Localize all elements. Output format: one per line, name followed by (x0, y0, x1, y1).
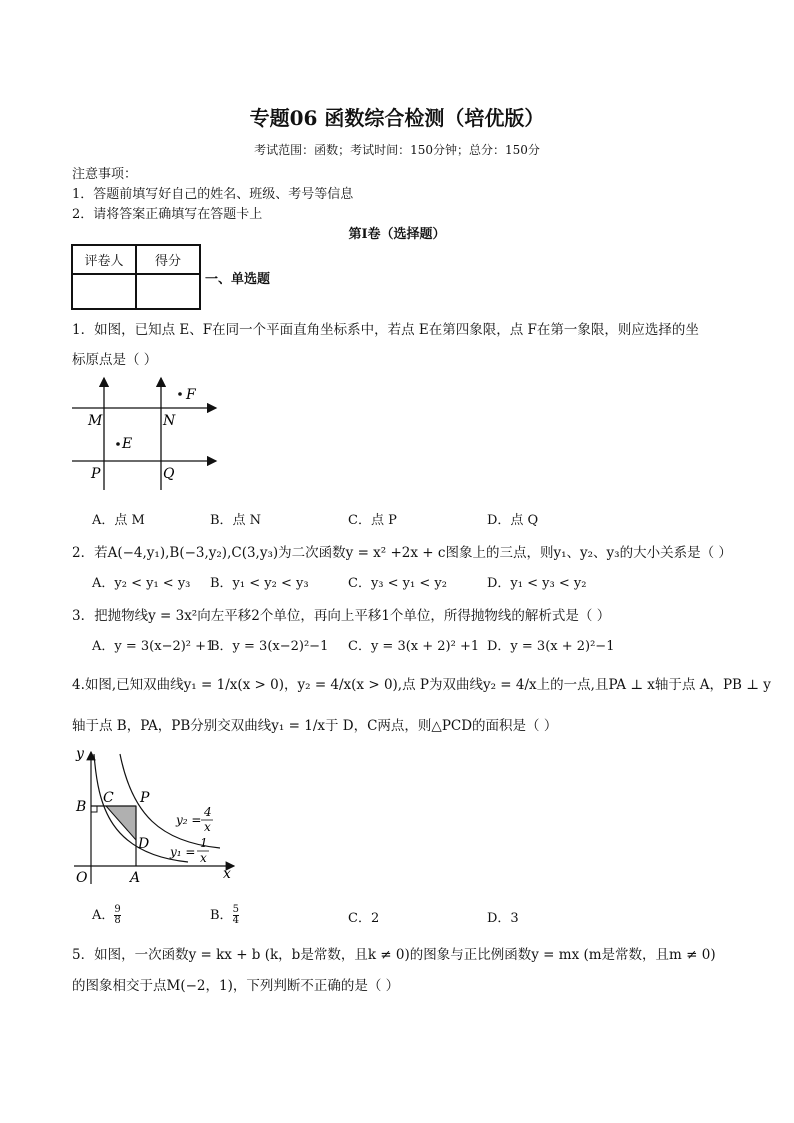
label-y2: y₂ = (176, 813, 202, 827)
exam-info: 考试范围：函数；考试时间：150分钟；总分：150分 (254, 143, 540, 157)
option-b-label: B． (210, 908, 233, 923)
question-3-option-d[interactable]: D．y = 3(x + 2)²−1 (487, 639, 615, 654)
score-cell[interactable] (136, 274, 200, 309)
score-table (71, 244, 201, 310)
notice-item: 1．答题前填写好自己的姓名、班级、考号等信息 (72, 187, 354, 202)
score-header-grader: 评卷人 (72, 245, 136, 274)
question-4-option-d[interactable]: D．3 (487, 911, 519, 926)
question-4-option-b[interactable] (210, 904, 239, 926)
question-1-stem-line2: 标原点是（ ） (72, 352, 158, 368)
option-b-den: 4 (232, 915, 239, 926)
score-header-score: 得分 (136, 245, 200, 274)
part-label: 一、单选题 (205, 272, 271, 287)
label-o: O (76, 870, 88, 886)
question-1-option-a[interactable]: A．点 M (92, 513, 145, 528)
label-y2-num: 4 (204, 805, 212, 819)
question-2-option-b[interactable]: B．y₁ < y₂ < y₃ (210, 576, 309, 591)
question-1-option-b[interactable]: B．点 N (210, 513, 262, 528)
label-y1-num: 1 (200, 836, 208, 850)
question-4-stem-line2: 轴于点 B，PA，PB分别交双曲线y₁ = 1/x于 D，C两点，则△PCD的面积是（ ） (72, 718, 558, 734)
question-2-option-c[interactable]: C．y₃ < y₁ < y₂ (348, 576, 447, 591)
question-3-option-c[interactable]: C．y = 3(x + 2)² +1 (348, 639, 480, 654)
question-2-stem: 2．若A(−4,y₁),B(−3,y₂),C(3,y₃)为二次函数y = x² +2x + c图象上的三点，则y₁、y₂、y₃的大小关系是（ ） (72, 545, 732, 561)
notice-heading: 注意事项： (72, 167, 138, 182)
label-p: P (91, 466, 101, 482)
label-b: B (76, 799, 87, 815)
label-m: M (88, 413, 103, 429)
question-3-stem: 3．把抛物线y = 3x²向左平移2个单位，再向上平移1个单位，所得抛物线的解析式是（ ） (72, 608, 611, 624)
question-1-stem-line1: 1．如图，已知点 E、F在同一个平面直角坐标系中，若点 E在第四象限，点 F在第一象限，则应选择的坐 (72, 322, 699, 338)
question-4-option-c[interactable]: C．2 (348, 911, 380, 926)
label-e: E (122, 436, 133, 452)
question-3-option-b[interactable]: B．y = 3(x−2)²−1 (210, 639, 329, 654)
point-e (116, 442, 120, 446)
option-b-num: 5 (232, 904, 239, 915)
label-n: N (163, 413, 176, 429)
right-angle-mark (91, 806, 97, 812)
question-2-option-a[interactable]: A．y₂ < y₁ < y₃ (92, 576, 191, 591)
question-4-option-a[interactable] (92, 904, 121, 926)
label-x-axis: x (223, 866, 231, 882)
label-c: C (103, 790, 114, 806)
question-1-figure (66, 372, 226, 492)
option-a-num: 9 (114, 904, 121, 915)
question-1-option-d[interactable]: D．点 Q (487, 513, 539, 528)
label-y1-den: x (200, 851, 207, 865)
page-title: 专题06 函数综合检测（培优版） (249, 106, 545, 130)
label-y2-den: x (204, 820, 211, 834)
section-title: 第I卷（选择题） (348, 227, 446, 242)
question-5-stem-line2: 的图象相交于点M(−2，1)，下列判断不正确的是（ ） (72, 978, 400, 994)
label-f: F (186, 387, 196, 403)
question-4-stem-line1: 4.如图,已知双曲线y₁ = 1/x(x > 0)，y₂ = 4/x(x > 0),点 P为双曲线y₂ = 4/x上的一点,且PA ⊥ x轴于点 A，PB ⊥ y (72, 677, 771, 693)
question-4-figure (70, 744, 240, 886)
option-a-den: 8 (114, 915, 121, 926)
label-p: P (140, 790, 150, 806)
option-a-label: A． (92, 908, 115, 923)
label-d: D (138, 836, 150, 852)
notice-item: 2．请将答案正确填写在答题卡上 (72, 207, 263, 222)
question-1-option-c[interactable]: C．点 P (348, 513, 397, 528)
label-y1: y₁ = (170, 845, 196, 859)
point-f (178, 392, 182, 396)
grader-cell[interactable] (72, 274, 136, 309)
question-5-stem-line1: 5．如图，一次函数y = kx + b (k，b是常数，且k ≠ 0)的图象与正比例函数y = mx (m是常数，且m ≠ 0) (72, 947, 716, 963)
label-y-axis: y (76, 746, 84, 762)
question-2-option-d[interactable]: D．y₁ < y₃ < y₂ (487, 576, 587, 591)
question-3-option-a[interactable]: A．y = 3(x−2)² +1 (92, 639, 215, 654)
label-q: Q (163, 466, 175, 482)
label-a: A (130, 870, 141, 886)
